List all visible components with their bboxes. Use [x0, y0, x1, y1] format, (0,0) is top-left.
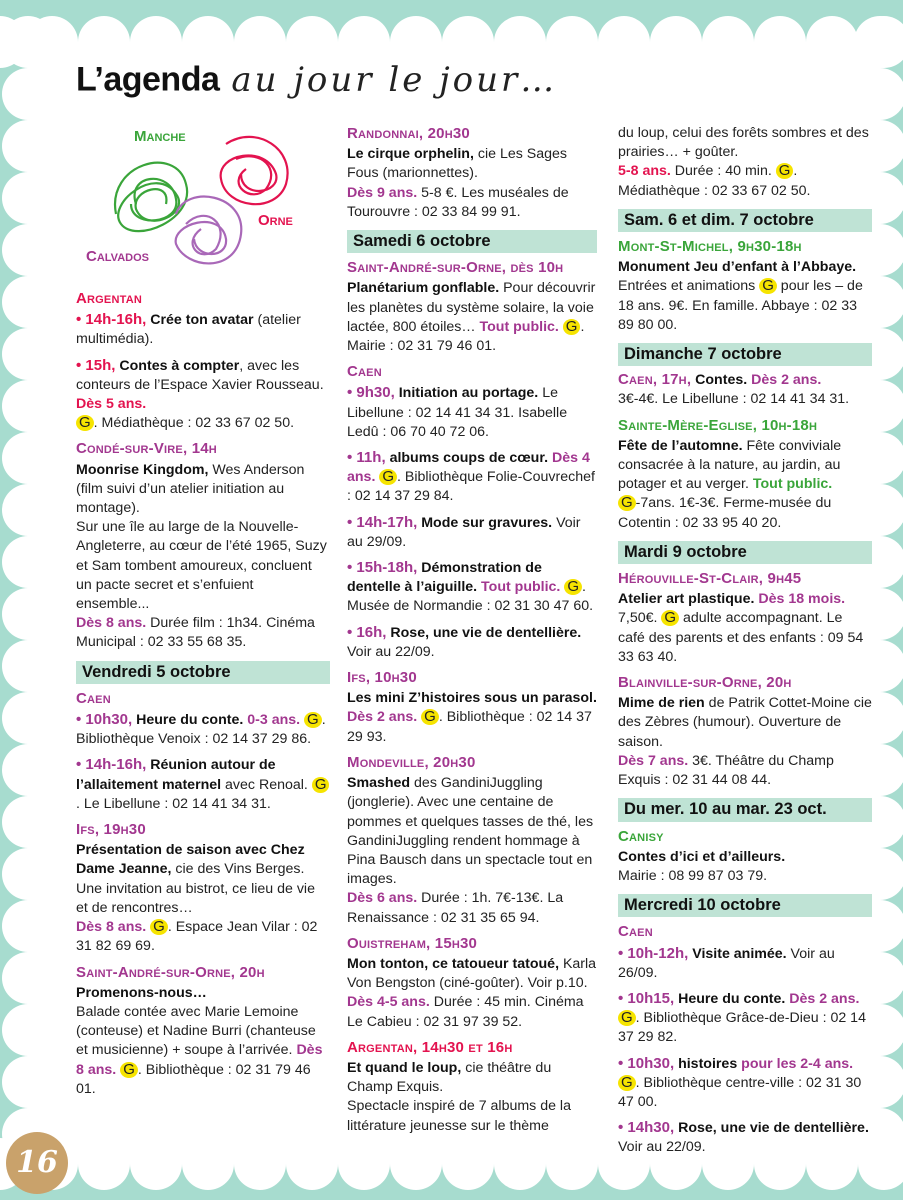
free-icon: G [379, 469, 397, 485]
event-entry: Et quand le loup, cie théâtre du Champ Exquis. Spectacle inspiré de 7 albums de la littérature jeunesse sur le thème [347, 1059, 571, 1134]
event-entry: Caen, 17h, Contes. Dès 2 ans. 3€-4€. Le Libellune : 02 14 41 34 31. [618, 371, 850, 408]
event-entry: • 15h-18h, Démonstration de dentelle à l’aiguille. Tout public. G . Musée de Normandie : 02 31 30 47 60. [347, 559, 594, 615]
event-entry: Smashed des GandiniJuggling (jonglerie). Avec une centaine de pommes et quelques tasses de thé, les GandiniJuggling rendent hommage à Pina Bausch dans un spectacle tout en images. Dès 6 ans. Durée : 1h. 7€-13€. La Renaissance : 02 31 35 65 94. [347, 775, 594, 926]
free-icon: G [421, 709, 439, 725]
free-icon: G [304, 712, 322, 728]
free-icon: G [759, 278, 777, 294]
day-heading: Sam. 6 et dim. 7 octobre [618, 209, 872, 232]
event-entry: • 10h-12h, Visite animée. Voir au 26/09. [618, 944, 835, 981]
region-map [76, 124, 330, 284]
event-entry: Monument Jeu d’enfant à l’Abbaye. Entrées et animations G pour les – de 18 ans. 9€. En famille. Abbaye : 02 33 89 80 00. [618, 259, 863, 333]
day-heading: Mercredi 10 octobre [618, 894, 872, 917]
free-icon: G [563, 319, 581, 335]
location-heading: Condé-sur-Vire, 14h [76, 440, 217, 458]
location-heading: Caen [618, 923, 653, 941]
free-icon: G [618, 495, 636, 511]
location-heading: Mont-St-Michel, 9h30-18h [618, 238, 802, 256]
free-icon: G [776, 163, 794, 179]
event-entry: • 9h30, Initiation au portage. Le Libellune : 02 14 41 34 31. Isabelle Ledû : 06 70 40 72 06. [347, 384, 568, 440]
day-heading: Dimanche 7 octobre [618, 343, 872, 366]
day-heading: Vendredi 5 octobre [76, 661, 330, 684]
free-icon: G [120, 1062, 138, 1078]
event-entry: Fête de l’automne. Fête conviviale consacrée à la nature, au jardin, au potager et au verger. Tout public. G -7ans. 1€-3€. Ferme-musée du Cotentin : 02 33 95 40 20. [618, 437, 842, 531]
event-entry: Le cirque orphelin, cie Les Sages Fous (marionnettes). Dès 9 ans. 5-8 €. Les muséales de Tourouvre : 02 33 84 99 91. [347, 146, 569, 220]
event-entry: Les mini Z’histoires sous un parasol. Dès 2 ans. G . Bibliothèque : 02 14 37 29 93. [347, 690, 597, 745]
event-entry: • 10h30, histoires pour les 2-4 ans. G . Bibliothèque centre-ville : 02 31 30 47 00. [618, 1054, 862, 1110]
location-heading: Hérouville-St-Clair, 9h45 [618, 570, 802, 588]
event-entry: Mon tonton, ce tatoueur tatoué, Karla Von Bengston (ciné-goûter). Voir p.10. Dès 4-5 ans. Durée : 45 min. Cinéma Le Cabieu : 02 31 97 39 52. [347, 955, 597, 1030]
agenda-column-3 [618, 124, 872, 1164]
event-entry: Promenons-nous… Balade contée avec Marie Lemoine (conteuse) et Nadine Burri (chanteuse et musicienne) + soupe à l’arrivée. Dès 8 ans. G . Bibliothèque : 02 31 79 46 01. [76, 984, 323, 1097]
free-icon: G [618, 1075, 636, 1091]
free-icon: G [150, 919, 168, 935]
event-entry: • 14h-17h, Mode sur gravures. Voir au 29/09. [347, 513, 581, 550]
day-heading: Du mer. 10 au mar. 23 oct. [618, 798, 872, 821]
map-label-calvados: Calvados [86, 248, 149, 265]
location-heading: Argentan [76, 290, 143, 307]
location-heading: Saint-André-sur-Orne, dès 10h [347, 259, 564, 277]
event-entry: • 10h30, Heure du conte. 0-3 ans. G . Bibliothèque Venoix : 02 14 37 29 86. [76, 711, 326, 748]
location-heading: Caen [76, 689, 111, 707]
event-entry: • 14h30, Rose, une vie de dentellière. Voir au 22/09. [618, 1119, 869, 1156]
event-entry: • 14h-16h, Crée ton avatar (atelier multimédia). [76, 311, 301, 348]
event-entry: Mime de rien de Patrik Cottet-Moine cie des Zèbres (humour). Ouverture de saison. Dès 7 ans. 3€. Théâtre du Champ Exquis : 02 31 44 08 44. [618, 695, 872, 789]
event-entry: • 15h, Contes à compter, avec les conteurs de l’Espace Xavier Rousseau. Dès 5 ans. G . Médiathèque : 02 33 67 02 50. [76, 356, 324, 432]
location-heading: Saint-André-sur-Orne, 20h [76, 963, 265, 981]
location-heading: Ouistreham, 15h30 [347, 934, 478, 952]
event-entry: Planétarium gonflable. Pour découvrir les planètes du système solaire, la voie lactée, 800 étoiles… Tout public. G . Mairie : 02 31 79 46 01. [347, 280, 596, 355]
title-bold: L’agenda [76, 60, 220, 99]
page-number: 16 [6, 1132, 68, 1194]
event-entry: Contes d’ici et d’ailleurs. Mairie : 08 99 87 03 79. [618, 848, 786, 884]
map-label-manche: Manche [134, 128, 186, 145]
event-entry: du loup, celui des forêts sombres et des prairies… + goûter. 5-8 ans. Durée : 40 min. G . Médiathèque : 02 33 67 02 50. [618, 125, 869, 199]
day-heading: Samedi 6 octobre [347, 230, 597, 253]
free-icon: G [76, 415, 94, 431]
location-heading: Randonnai, 20h30 [347, 125, 470, 142]
event-entry: Présentation de saison avec Chez Dame Jeanne, cie des Vins Berges. Une invitation au bistrot, ce lieu de vie et de rencontres… Dès 8 ans. G . Espace Jean Vilar : 02 31 82 69 69. [76, 842, 318, 955]
event-entry: • 10h15, Heure du conte. Dès 2 ans. G . Bibliothèque Grâce-de-Dieu : 02 14 37 29 82. [618, 989, 866, 1046]
agenda-column-2 [347, 124, 597, 1142]
agenda-column-1 [76, 284, 330, 1105]
page-title [76, 60, 557, 110]
map-label-orne: Orne [258, 212, 293, 229]
free-icon: G [661, 610, 679, 626]
event-entry: Moonrise Kingdom, Wes Anderson (film suivi d’un atelier initiation au montage). Sur une île au large de la Nouvelle-Angleterre, au cœur de l’été 1965, Suzy et Sam tombent amoureux, concluent un pacte secret et s’enfuient ensemble... Dès 8 ans. Durée film : 1h34. Cinéma Municipal : 02 33 55 68 35. [76, 461, 327, 651]
event-entry: • 14h-16h, Réunion autour de l’allaitement maternel avec Renoal. G. Le Libellune : 02 14 41 34 31. [76, 755, 330, 814]
location-heading: Ifs, 19h30 [76, 821, 146, 839]
event-entry: • 11h, albums coups de cœur. Dès 4 ans. G . Bibliothèque Folie-Couvrechef : 02 14 37 29 84. [347, 449, 595, 505]
location-heading: Argentan, 14h30 et 16h [347, 1038, 513, 1056]
location-heading: Caen [347, 363, 382, 381]
free-icon: G [312, 777, 330, 793]
location-heading: Blainville-sur-Orne, 20h [618, 674, 792, 692]
day-heading: Mardi 9 octobre [618, 541, 872, 564]
title-script: au jour le jour… [231, 60, 558, 100]
free-icon: G [618, 1010, 636, 1026]
location-heading: Canisy [618, 827, 664, 845]
location-heading: Mondeville, 20h30 [347, 753, 476, 771]
free-icon: G [564, 579, 582, 595]
location-heading: Ifs, 10h30 [347, 669, 417, 687]
event-entry: Atelier art plastique. Dès 18 mois. 7,50€. G adulte accompagnant. Le café des parents et des enfants : 09 54 33 63 40. [618, 591, 864, 665]
location-heading: Sainte-Mère-Eglise, 10h-18h [618, 416, 818, 434]
event-entry: • 16h, Rose, une vie de dentellière. Voir au 22/09. [347, 623, 582, 660]
